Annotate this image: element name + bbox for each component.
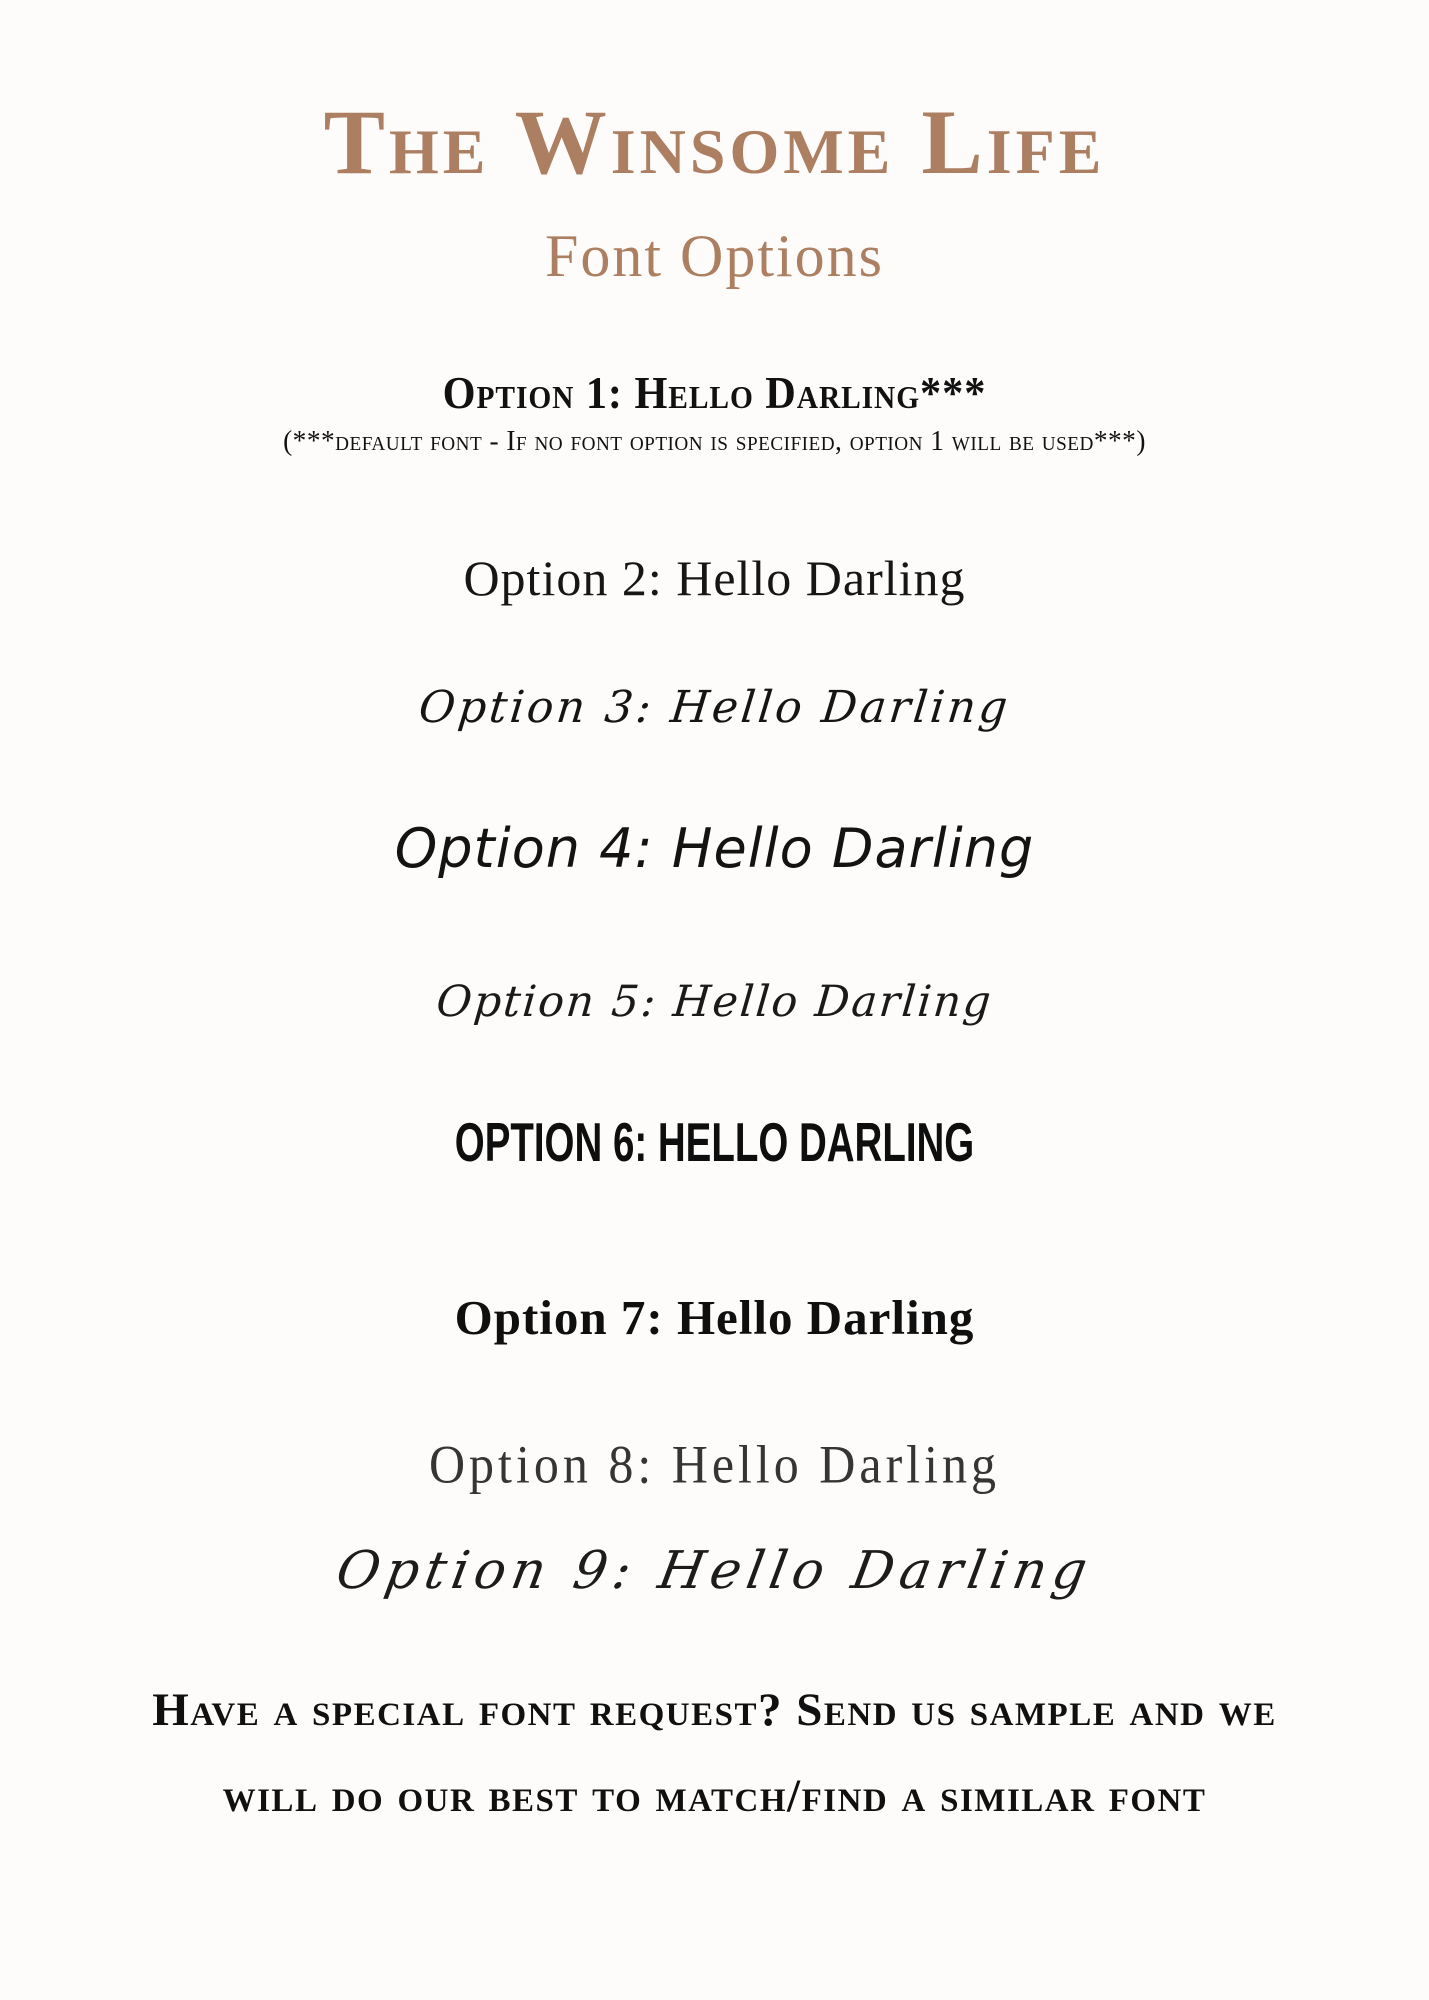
option-6-sample: OPTION 6: HELLO DARLING	[454, 1112, 975, 1174]
option-5-sample: Option 5: Hello Darling	[434, 977, 995, 1028]
option-1-heading: Option 1: Hello Darling***	[442, 367, 987, 418]
option-1-default-note: (***default font - If no font option is specified, option 1 will be used***)	[283, 425, 1146, 457]
option-7-sample: Option 7: Hello Darling	[454, 1289, 975, 1345]
option-3-sample: Option 3: Hello Darling	[416, 681, 1013, 733]
option-9-sample: Option 9: Hello Darling	[331, 1540, 1098, 1601]
option-4-sample: Option 4: Hello Darling	[394, 816, 1035, 880]
option-2-sample: Option 2: Hello Darling	[463, 549, 966, 606]
footer-line-2: will do our best to match/find a similar font	[222, 1770, 1207, 1823]
page-title: The Winsome Life	[323, 91, 1106, 193]
option-8-sample: Option 8: Hello Darling	[428, 1433, 1001, 1495]
page-subtitle: Font Options	[544, 223, 885, 289]
footer-line-1: Have a special font request? Send us sample and we	[152, 1684, 1277, 1737]
footer-note	[0, 1683, 1429, 1823]
